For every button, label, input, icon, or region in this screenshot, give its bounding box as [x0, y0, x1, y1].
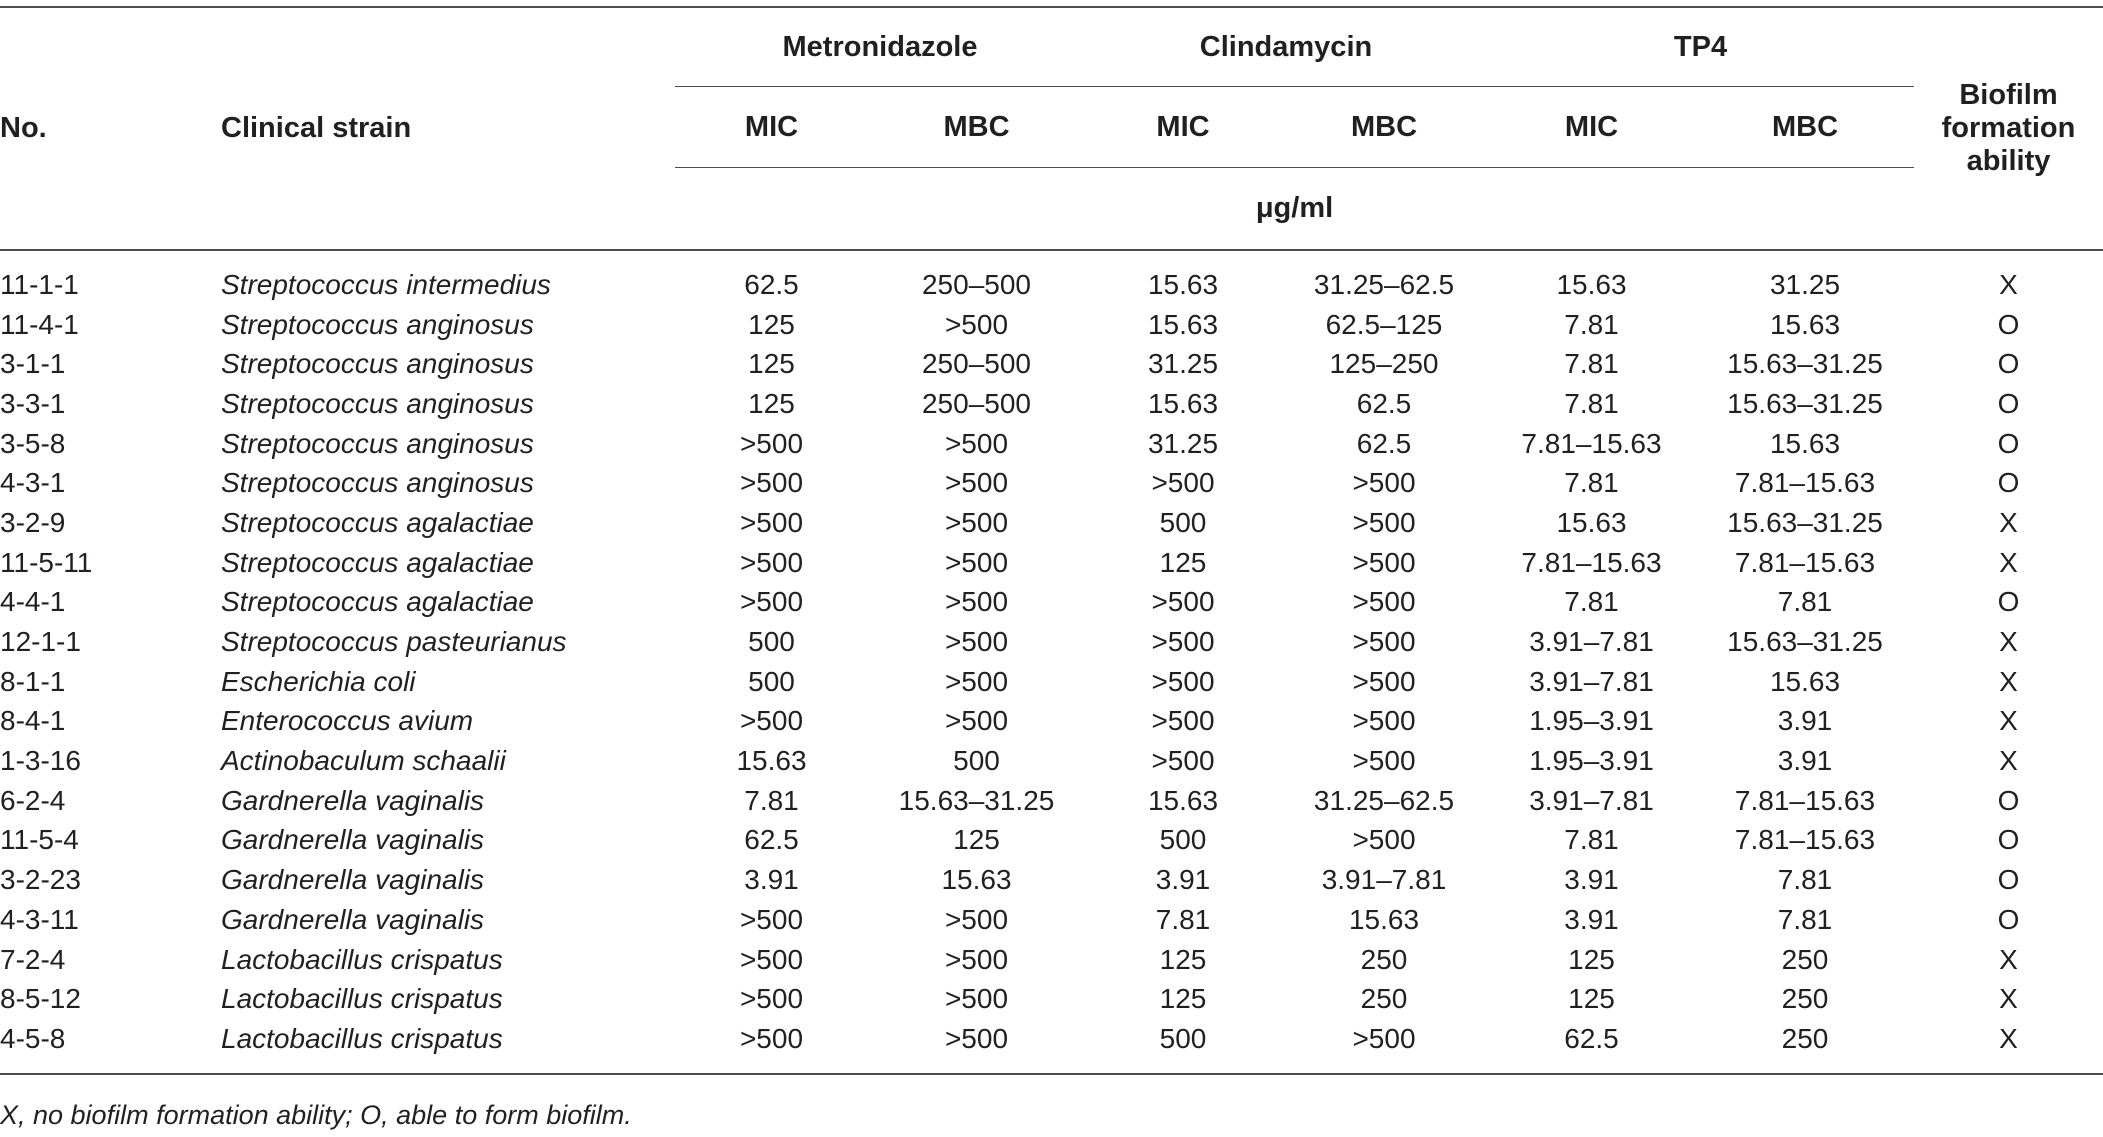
table-row	[0, 384, 2103, 424]
cell-tp4-mbc: 7.81	[1777, 903, 1833, 935]
cell-metronidazole-mbc: >500	[944, 467, 1009, 499]
cell-metronidazole-mbc: 250–500	[921, 268, 1031, 300]
cell-clindamycin-mbc: >500	[1352, 824, 1416, 856]
cell-tp4-mic: 7.81	[1564, 467, 1619, 499]
cell-clindamycin-mbc: 250	[1360, 983, 1408, 1015]
cell-biofilm: X	[1999, 705, 2018, 737]
table-row	[0, 543, 2103, 583]
cell-metronidazole-mic: >500	[739, 506, 804, 538]
table-row	[0, 940, 2103, 980]
cell-clinical-strain: Escherichia coli	[221, 665, 416, 697]
cell-metronidazole-mbc: >500	[944, 665, 1009, 697]
cell-clindamycin-mbc: 3.91–7.81	[1321, 864, 1447, 896]
cell-clindamycin-mbc: >500	[1352, 745, 1416, 777]
cell-tp4-mbc: 7.81–15.63	[1734, 467, 1876, 499]
cell-metronidazole-mbc: >500	[944, 983, 1009, 1015]
cell-tp4-mic: 7.81	[1564, 348, 1619, 380]
cell-clindamycin-mic: >500	[1151, 705, 1215, 737]
cell-clinical-strain: Gardnerella vaginalis	[221, 784, 485, 816]
cell-metronidazole-mbc: 15.63–31.25	[898, 784, 1055, 816]
cell-tp4-mic: 3.91	[1564, 903, 1619, 935]
cell-no: 7-2-4	[0, 943, 66, 975]
table-row	[0, 622, 2103, 662]
cell-clinical-strain: Streptococcus anginosus	[221, 348, 534, 380]
cell-tp4-mic: 7.81–15.63	[1521, 427, 1662, 459]
cell-metronidazole-mbc: >500	[944, 705, 1009, 737]
cell-tp4-mbc: 3.91	[1777, 705, 1833, 737]
cell-biofilm: X	[1999, 268, 2018, 300]
cell-biofilm: X	[1999, 506, 2018, 538]
cell-biofilm: X	[1914, 1019, 2103, 1074]
cell-tp4-mic: 15.63	[1556, 506, 1627, 538]
cell-no: 4-3-11	[0, 903, 79, 935]
cell-metronidazole-mic: >500	[675, 1019, 868, 1074]
cell-metronidazole-mic: 500	[748, 626, 795, 658]
table-row	[0, 344, 2103, 384]
cell-tp4-mbc: 7.81	[1777, 864, 1833, 896]
cell-clindamycin-mic: 15.63	[1147, 784, 1219, 816]
cell-clindamycin-mbc: 15.63	[1348, 903, 1420, 935]
table-row	[0, 702, 2103, 742]
cell-clindamycin-mbc: 62.5	[1356, 427, 1412, 459]
cell-no: 6-2-4	[0, 784, 66, 816]
cell-biofilm: X	[1999, 745, 2018, 777]
cell-tp4-mbc: 15.63–31.25	[1727, 506, 1883, 538]
col-header-biofilm	[1914, 7, 2103, 250]
cell-clindamycin-mic: >500	[1151, 626, 1215, 658]
cell-biofilm: O	[1997, 427, 2020, 459]
cell-clindamycin-mic: 500	[1085, 1019, 1281, 1074]
cell-clindamycin-mbc: >500	[1352, 626, 1416, 658]
cell-tp4-mic: 3.91–7.81	[1529, 665, 1654, 697]
cell-no: 3-1-1	[0, 348, 66, 380]
cell-clinical-strain: Actinobaculum schaalii	[221, 745, 506, 777]
table-body	[0, 250, 2103, 1074]
cell-clindamycin-mbc: >500	[1352, 506, 1416, 538]
table-row	[0, 741, 2103, 781]
cell-clinical-strain: Lactobacillus crispatus	[200, 1019, 675, 1074]
cell-tp4-mic: 62.5	[1487, 1019, 1696, 1074]
units-label: μg/ml	[675, 168, 1914, 251]
cell-clindamycin-mbc: 31.25–62.5	[1313, 268, 1455, 300]
col-header-clindamycin-mbc: MBC	[1281, 87, 1487, 168]
cell-clinical-strain: Streptococcus anginosus	[221, 387, 534, 419]
cell-clindamycin-mbc: >500	[1352, 586, 1416, 618]
cell-metronidazole-mic: 62.5	[744, 268, 799, 300]
cell-metronidazole-mbc: >500	[944, 427, 1009, 459]
col-header-tp4-mic: MIC	[1487, 87, 1696, 168]
cell-tp4-mbc: 7.81	[1777, 586, 1833, 618]
cell-clindamycin-mbc: 62.5	[1356, 387, 1412, 419]
cell-metronidazole-mic: >500	[739, 943, 804, 975]
cell-metronidazole-mbc: 250–500	[921, 348, 1031, 380]
results-table-container	[0, 6, 2103, 1075]
cell-biofilm: O	[1997, 784, 2020, 816]
cell-clindamycin-mbc: 62.5–125	[1325, 308, 1443, 340]
cell-no: 12-1-1	[0, 626, 81, 658]
cell-clindamycin-mic: 500	[1159, 824, 1207, 856]
col-group-metronidazole: Metronidazole	[675, 7, 1085, 87]
table-row	[0, 860, 2103, 900]
cell-no: 3-2-23	[0, 864, 81, 896]
cell-clinical-strain: Streptococcus anginosus	[221, 427, 534, 459]
cell-tp4-mbc: 15.63–31.25	[1727, 626, 1883, 658]
cell-clindamycin-mic: 7.81	[1155, 903, 1211, 935]
cell-tp4-mic: 125	[1568, 983, 1615, 1015]
cell-tp4-mbc: 15.63	[1769, 427, 1841, 459]
cell-tp4-mbc: 3.91	[1777, 745, 1833, 777]
cell-tp4-mic: 7.81	[1564, 586, 1619, 618]
table-header	[0, 7, 2103, 250]
cell-clindamycin-mbc: 250	[1360, 943, 1408, 975]
table-row	[0, 781, 2103, 821]
cell-metronidazole-mbc: 15.63	[941, 864, 1012, 896]
cell-metronidazole-mbc: 500	[953, 745, 1000, 777]
cell-no: 11-4-1	[0, 308, 79, 340]
col-header-tp4-mbc: MBC	[1696, 87, 1914, 168]
cell-clindamycin-mic: 15.63	[1147, 308, 1219, 340]
col-header-no: No.	[0, 7, 200, 250]
cell-clindamycin-mic: 15.63	[1147, 268, 1219, 300]
cell-clindamycin-mic: 125	[1159, 546, 1207, 578]
col-header-clinical-strain: Clinical strain	[200, 7, 675, 250]
cell-no: 11-5-4	[0, 824, 79, 856]
cell-metronidazole-mbc: >500	[944, 586, 1009, 618]
col-header-clindamycin-mic: MIC	[1085, 87, 1281, 168]
table-footnote: X, no biofilm formation ability; O, able to form biofilm.	[0, 1100, 632, 1130]
cell-metronidazole-mic: >500	[739, 983, 804, 1015]
table-row	[0, 463, 2103, 503]
cell-no: 4-4-1	[0, 586, 66, 618]
cell-clindamycin-mbc: >500	[1352, 546, 1416, 578]
col-group-clindamycin: Clindamycin	[1085, 7, 1487, 87]
cell-tp4-mbc: 7.81–15.63	[1734, 784, 1876, 816]
cell-clinical-strain: Lactobacillus crispatus	[221, 943, 503, 975]
cell-clinical-strain: Streptococcus anginosus	[221, 308, 534, 340]
cell-no: 3-2-9	[0, 506, 66, 538]
cell-metronidazole-mbc: >500	[944, 308, 1009, 340]
cell-tp4-mbc: 250	[1696, 1019, 1914, 1074]
table-row	[0, 900, 2103, 940]
cell-tp4-mbc: 15.63	[1769, 308, 1841, 340]
table-row	[0, 583, 2103, 623]
cell-metronidazole-mbc: >500	[944, 506, 1009, 538]
cell-metronidazole-mbc: >500	[944, 903, 1009, 935]
cell-biofilm: O	[1997, 864, 2020, 896]
cell-clindamycin-mic: 3.91	[1155, 864, 1211, 896]
cell-metronidazole-mic: >500	[739, 705, 804, 737]
cell-tp4-mic: 7.81	[1564, 387, 1619, 419]
cell-clindamycin-mbc: 125–250	[1329, 348, 1439, 380]
cell-metronidazole-mbc: 250–500	[921, 387, 1031, 419]
cell-clindamycin-mic: >500	[1151, 586, 1215, 618]
cell-clindamycin-mic: 500	[1159, 506, 1207, 538]
cell-clinical-strain: Gardnerella vaginalis	[221, 824, 485, 856]
cell-biofilm: X	[1999, 943, 2018, 975]
col-header-metronidazole-mbc: MBC	[868, 87, 1085, 168]
cell-clinical-strain: Enterococcus avium	[221, 705, 474, 737]
cell-clindamycin-mic: 125	[1159, 983, 1207, 1015]
cell-no: 3-5-8	[0, 427, 66, 459]
cell-biofilm: O	[1997, 467, 2020, 499]
cell-clindamycin-mbc: >500	[1352, 665, 1416, 697]
cell-metronidazole-mbc: >500	[944, 943, 1009, 975]
cell-metronidazole-mic: 125	[748, 308, 795, 340]
table-row	[0, 503, 2103, 543]
cell-clindamycin-mbc: >500	[1352, 467, 1416, 499]
cell-biofilm: O	[1997, 308, 2020, 340]
cell-clindamycin-mic: >500	[1151, 745, 1215, 777]
cell-no: 4-5-8	[0, 1019, 200, 1074]
biofilm-line-3: ability	[1966, 145, 2051, 177]
cell-clindamycin-mic: >500	[1151, 467, 1215, 499]
cell-tp4-mbc: 250	[1781, 983, 1829, 1015]
cell-metronidazole-mic: >500	[739, 427, 804, 459]
cell-metronidazole-mic: >500	[739, 467, 804, 499]
cell-no: 11-5-11	[0, 546, 93, 578]
cell-biofilm: O	[1997, 586, 2020, 618]
table-row	[0, 979, 2103, 1019]
table-row	[0, 1019, 2103, 1074]
cell-clindamycin-mbc: >500	[1352, 705, 1416, 737]
cell-metronidazole-mbc: >500	[944, 626, 1009, 658]
cell-no: 3-3-1	[0, 387, 66, 419]
cell-metronidazole-mic: 62.5	[744, 824, 799, 856]
cell-clinical-strain: Gardnerella vaginalis	[221, 864, 485, 896]
cell-tp4-mic: 1.95–3.91	[1529, 705, 1654, 737]
table-row	[0, 250, 2103, 305]
cell-tp4-mbc: 7.81–15.63	[1734, 546, 1876, 578]
cell-tp4-mic: 15.63	[1556, 268, 1627, 300]
cell-biofilm: X	[1999, 983, 2018, 1015]
cell-tp4-mic: 7.81	[1564, 824, 1619, 856]
cell-tp4-mbc: 7.81–15.63	[1734, 824, 1876, 856]
cell-tp4-mic: 125	[1568, 943, 1615, 975]
cell-metronidazole-mic: 500	[748, 665, 795, 697]
cell-no: 4-3-1	[0, 467, 66, 499]
cell-biofilm: X	[1999, 546, 2018, 578]
cell-no: 11-1-1	[0, 268, 79, 300]
col-group-tp4: TP4	[1487, 7, 1914, 87]
cell-no: 1-3-16	[0, 745, 81, 777]
cell-clinical-strain: Streptococcus agalactiae	[221, 546, 534, 578]
cell-metronidazole-mic: 15.63	[736, 745, 807, 777]
cell-biofilm: O	[1997, 903, 2020, 935]
cell-metronidazole-mbc: >500	[944, 546, 1009, 578]
cell-clindamycin-mic: 31.25	[1147, 427, 1219, 459]
cell-clindamycin-mbc: >500	[1281, 1019, 1487, 1074]
cell-tp4-mic: 3.91–7.81	[1529, 626, 1654, 658]
cell-metronidazole-mic: 3.91	[744, 864, 799, 896]
cell-clindamycin-mic: 125	[1159, 943, 1207, 975]
cell-biofilm: O	[1997, 824, 2020, 856]
cell-biofilm: X	[1999, 665, 2018, 697]
cell-metronidazole-mic: 125	[748, 348, 795, 380]
col-header-metronidazole-mic: MIC	[675, 87, 868, 168]
cell-biofilm: X	[1999, 626, 2018, 658]
cell-tp4-mic: 7.81–15.63	[1521, 546, 1662, 578]
cell-clindamycin-mbc: 31.25–62.5	[1313, 784, 1455, 816]
cell-tp4-mbc: 15.63	[1769, 665, 1841, 697]
cell-clinical-strain: Lactobacillus crispatus	[221, 983, 503, 1015]
cell-clindamycin-mic: >500	[1151, 665, 1215, 697]
cell-biofilm: O	[1997, 387, 2020, 419]
cell-metronidazole-mic: >500	[739, 586, 804, 618]
cell-clinical-strain: Streptococcus anginosus	[221, 467, 534, 499]
cell-metronidazole-mic: >500	[739, 903, 804, 935]
cell-metronidazole-mic: >500	[739, 546, 804, 578]
cell-clindamycin-mic: 31.25	[1147, 348, 1219, 380]
table-row	[0, 424, 2103, 464]
cell-clindamycin-mic: 15.63	[1147, 387, 1219, 419]
cell-clinical-strain: Streptococcus agalactiae	[221, 586, 534, 618]
cell-clinical-strain: Streptococcus intermedius	[221, 268, 551, 300]
cell-metronidazole-mic: 125	[748, 387, 795, 419]
cell-biofilm: O	[1997, 348, 2020, 380]
cell-metronidazole-mbc: 125	[953, 824, 1000, 856]
table-row	[0, 821, 2103, 861]
cell-tp4-mic: 7.81	[1564, 308, 1619, 340]
cell-no: 8-1-1	[0, 665, 66, 697]
biofilm-line-1: Biofilm	[1959, 79, 2058, 111]
cell-clinical-strain: Streptococcus pasteurianus	[221, 626, 567, 658]
cell-metronidazole-mbc: >500	[868, 1019, 1085, 1074]
cell-clinical-strain: Streptococcus agalactiae	[221, 506, 534, 538]
cell-tp4-mbc: 15.63–31.25	[1727, 348, 1883, 380]
cell-clinical-strain: Gardnerella vaginalis	[221, 903, 485, 935]
biofilm-line-2: formation	[1941, 112, 2076, 144]
cell-metronidazole-mic: 7.81	[744, 784, 799, 816]
cell-no: 8-4-1	[0, 705, 66, 737]
table-row	[0, 662, 2103, 702]
cell-tp4-mic: 3.91–7.81	[1529, 784, 1654, 816]
cell-no: 8-5-12	[0, 983, 81, 1015]
table-row	[0, 305, 2103, 345]
mic-mbc-table	[0, 6, 2103, 1075]
cell-tp4-mbc: 250	[1781, 943, 1829, 975]
cell-tp4-mic: 3.91	[1564, 864, 1619, 896]
cell-tp4-mbc: 31.25	[1769, 268, 1841, 300]
cell-tp4-mbc: 15.63–31.25	[1727, 387, 1883, 419]
cell-tp4-mic: 1.95–3.91	[1529, 745, 1654, 777]
